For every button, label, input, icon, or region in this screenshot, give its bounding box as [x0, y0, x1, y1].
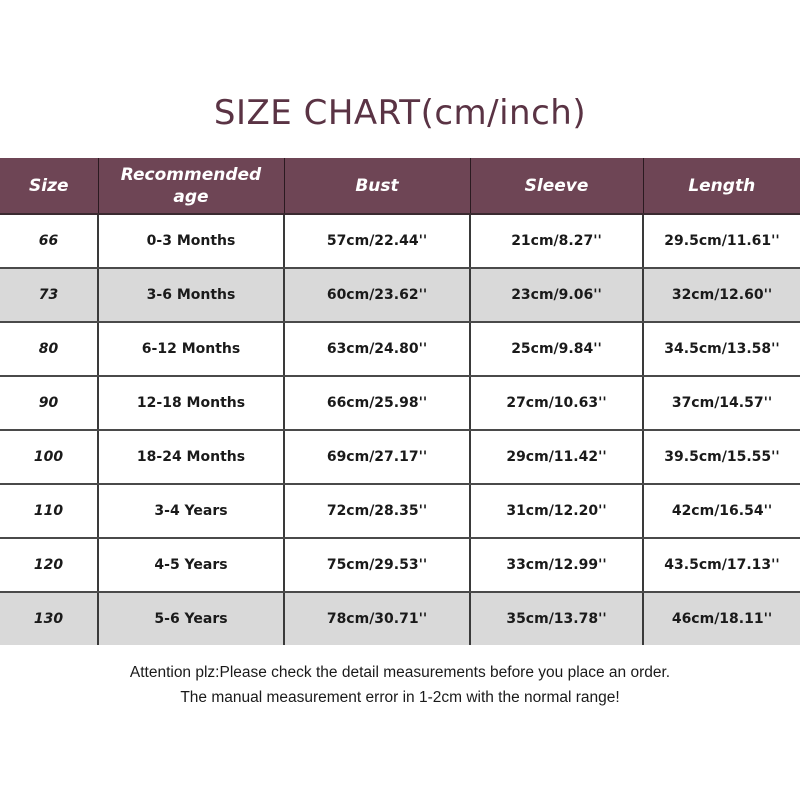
table-row	[0, 376, 800, 430]
cell-sleeve: 27cm/10.63''	[470, 376, 643, 430]
cell-sleeve: 33cm/12.99''	[470, 538, 643, 592]
header-row	[0, 158, 800, 214]
cell-age: 18-24 Months	[98, 430, 284, 484]
header-sleeve: Sleeve	[470, 158, 643, 214]
cell-size: 90	[0, 376, 98, 430]
cell-length: 37cm/14.57''	[643, 376, 800, 430]
cell-age: 0-3 Months	[98, 214, 284, 268]
cell-age: 5-6 Years	[98, 592, 284, 645]
chart-title: SIZE CHART(cm/inch)	[213, 93, 587, 133]
cell-sleeve: 35cm/13.78''	[470, 592, 643, 645]
header-bust: Bust	[284, 158, 470, 214]
attention-note	[0, 660, 800, 710]
table-row	[0, 322, 800, 376]
cell-length: 46cm/18.11''	[643, 592, 800, 645]
table-row	[0, 538, 800, 592]
cell-bust: 75cm/29.53''	[284, 538, 470, 592]
cell-bust: 78cm/30.71''	[284, 592, 470, 645]
cell-size: 73	[0, 268, 98, 322]
cell-size: 130	[0, 592, 98, 645]
cell-size: 110	[0, 484, 98, 538]
header-size: Size	[0, 158, 98, 214]
cell-bust: 63cm/24.80''	[284, 322, 470, 376]
cell-length: 32cm/12.60''	[643, 268, 800, 322]
cell-size: 100	[0, 430, 98, 484]
table-row	[0, 268, 800, 322]
cell-length: 42cm/16.54''	[643, 484, 800, 538]
cell-bust: 57cm/22.44''	[284, 214, 470, 268]
table-row	[0, 214, 800, 268]
cell-length: 29.5cm/11.61''	[643, 214, 800, 268]
cell-size: 66	[0, 214, 98, 268]
table-row	[0, 430, 800, 484]
cell-sleeve: 31cm/12.20''	[470, 484, 643, 538]
table-header	[0, 158, 800, 214]
table-body	[0, 214, 800, 645]
cell-size: 120	[0, 538, 98, 592]
size-chart-table	[0, 158, 800, 645]
attention-note-line-1: Attention plz:Please check the detail measurements before you place an order.	[129, 664, 671, 681]
cell-bust: 66cm/25.98''	[284, 376, 470, 430]
cell-length: 39.5cm/15.55''	[643, 430, 800, 484]
cell-bust: 69cm/27.17''	[284, 430, 470, 484]
cell-sleeve: 25cm/9.84''	[470, 322, 643, 376]
cell-length: 34.5cm/13.58''	[643, 322, 800, 376]
attention-note-line-2: The manual measurement error in 1-2cm with the normal range!	[180, 689, 620, 706]
cell-size: 80	[0, 322, 98, 376]
header-recommended-age-label: Recommended age	[120, 164, 262, 207]
table-row	[0, 484, 800, 538]
cell-sleeve: 29cm/11.42''	[470, 430, 643, 484]
cell-sleeve: 21cm/8.27''	[470, 214, 643, 268]
cell-bust: 72cm/28.35''	[284, 484, 470, 538]
cell-age: 6-12 Months	[98, 322, 284, 376]
cell-bust: 60cm/23.62''	[284, 268, 470, 322]
cell-age: 12-18 Months	[98, 376, 284, 430]
cell-age: 3-6 Months	[98, 268, 284, 322]
table-row	[0, 592, 800, 645]
header-recommended-age	[98, 158, 284, 214]
header-length: Length	[643, 158, 800, 214]
cell-length: 43.5cm/17.13''	[643, 538, 800, 592]
cell-age: 3-4 Years	[98, 484, 284, 538]
cell-sleeve: 23cm/9.06''	[470, 268, 643, 322]
cell-age: 4-5 Years	[98, 538, 284, 592]
